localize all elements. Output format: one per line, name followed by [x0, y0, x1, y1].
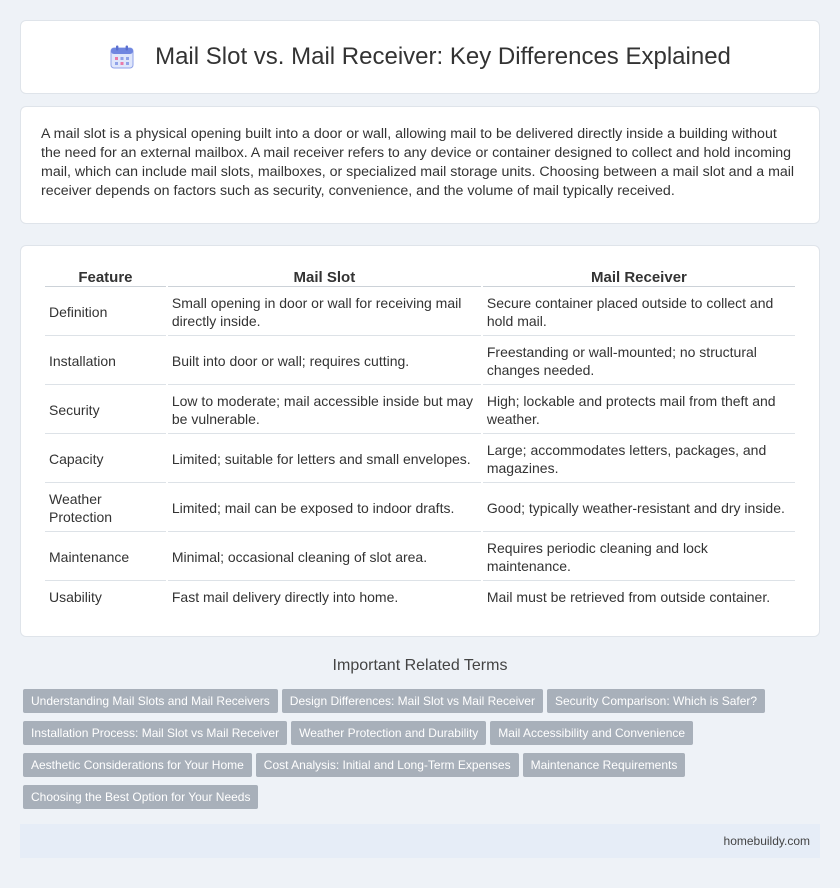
- mail-slot-cell: Limited; suitable for letters and small envelopes.: [168, 436, 481, 483]
- related-term-tag[interactable]: Choosing the Best Option for Your Needs: [23, 785, 258, 809]
- feature-cell: Security: [45, 387, 166, 434]
- feature-cell: Capacity: [45, 436, 166, 483]
- related-term-tag[interactable]: Weather Protection and Durability: [291, 721, 486, 745]
- feature-cell: Weather Protection: [45, 485, 166, 532]
- column-header-feature: Feature: [45, 266, 166, 287]
- comparison-table-card: [20, 245, 820, 637]
- column-header-mail-slot: Mail Slot: [168, 266, 481, 287]
- mail-receiver-cell: Requires periodic cleaning and lock maintenance.: [483, 534, 795, 581]
- table-row: [45, 436, 795, 483]
- mail-receiver-cell: Large; accommodates letters, packages, and magazines.: [483, 436, 795, 483]
- related-term-tag[interactable]: Design Differences: Mail Slot vs Mail Receiver: [282, 689, 543, 713]
- mail-receiver-cell: Secure container placed outside to collect and hold mail.: [483, 289, 795, 336]
- mail-receiver-cell: Freestanding or wall-mounted; no structural changes needed.: [483, 338, 795, 385]
- related-term-tag[interactable]: Aesthetic Considerations for Your Home: [23, 753, 252, 777]
- calendar-icon: [109, 44, 135, 70]
- column-header-mail-receiver: Mail Receiver: [483, 266, 795, 287]
- related-term-tag[interactable]: Cost Analysis: Initial and Long-Term Expenses: [256, 753, 519, 777]
- footer-site-name[interactable]: homebuildy.com: [723, 834, 810, 848]
- page-footer: [20, 824, 820, 858]
- table-row: [45, 387, 795, 434]
- comparison-table: [43, 264, 797, 613]
- table-row: [45, 485, 795, 532]
- related-terms-list: [23, 689, 803, 817]
- related-term-tag[interactable]: Installation Process: Mail Slot vs Mail Receiver: [23, 721, 287, 745]
- related-term-tag[interactable]: Maintenance Requirements: [523, 753, 686, 777]
- mail-slot-cell: Low to moderate; mail accessible inside but may be vulnerable.: [168, 387, 481, 434]
- table-row: [45, 583, 795, 611]
- mail-receiver-cell: High; lockable and protects mail from theft and weather.: [483, 387, 795, 434]
- related-terms-title: Important Related Terms: [332, 657, 508, 674]
- mail-receiver-cell: Mail must be retrieved from outside container.: [486, 589, 771, 605]
- mail-slot-cell: Minimal; occasional cleaning of slot area.: [168, 534, 481, 581]
- table-row: [45, 534, 795, 581]
- table-row: [45, 338, 795, 385]
- table-header-row: [45, 266, 795, 287]
- related-term-tag[interactable]: Security Comparison: Which is Safer?: [547, 689, 765, 713]
- mail-slot-cell: Built into door or wall; requires cutting.: [168, 338, 481, 385]
- related-term-tag[interactable]: Understanding Mail Slots and Mail Receivers: [23, 689, 278, 713]
- related-term-tag[interactable]: Mail Accessibility and Convenience: [490, 721, 693, 745]
- page-header: [20, 20, 820, 94]
- intro-section: [20, 106, 820, 224]
- page-title: Mail Slot vs. Mail Receiver: Key Differences Explained: [155, 43, 731, 70]
- feature-cell: Maintenance: [45, 534, 166, 581]
- intro-text: A mail slot is a physical opening built into a door or wall, allowing mail to be delivered directly inside a building without the need for an external mailbox. A mail receiver refers to any device or container designed to collect and hold incoming mail, which can include mail slots, mailboxes, or specialized mail storage units. Choosing between a mail slot and a mail receiver depends on factors such as security, convenience, and the volume of mail typically received.: [41, 126, 795, 199]
- table-row: [45, 289, 795, 336]
- feature-cell: Definition: [45, 289, 166, 336]
- mail-receiver-cell: Good; typically weather-resistant and dry inside.: [483, 485, 795, 532]
- feature-cell: Installation: [45, 338, 166, 385]
- mail-slot-cell: Limited; mail can be exposed to indoor drafts.: [168, 485, 481, 532]
- mail-slot-cell: Fast mail delivery directly into home.: [171, 589, 399, 605]
- feature-cell: Usability: [49, 589, 102, 605]
- mail-slot-cell: Small opening in door or wall for receiving mail directly inside.: [168, 289, 481, 336]
